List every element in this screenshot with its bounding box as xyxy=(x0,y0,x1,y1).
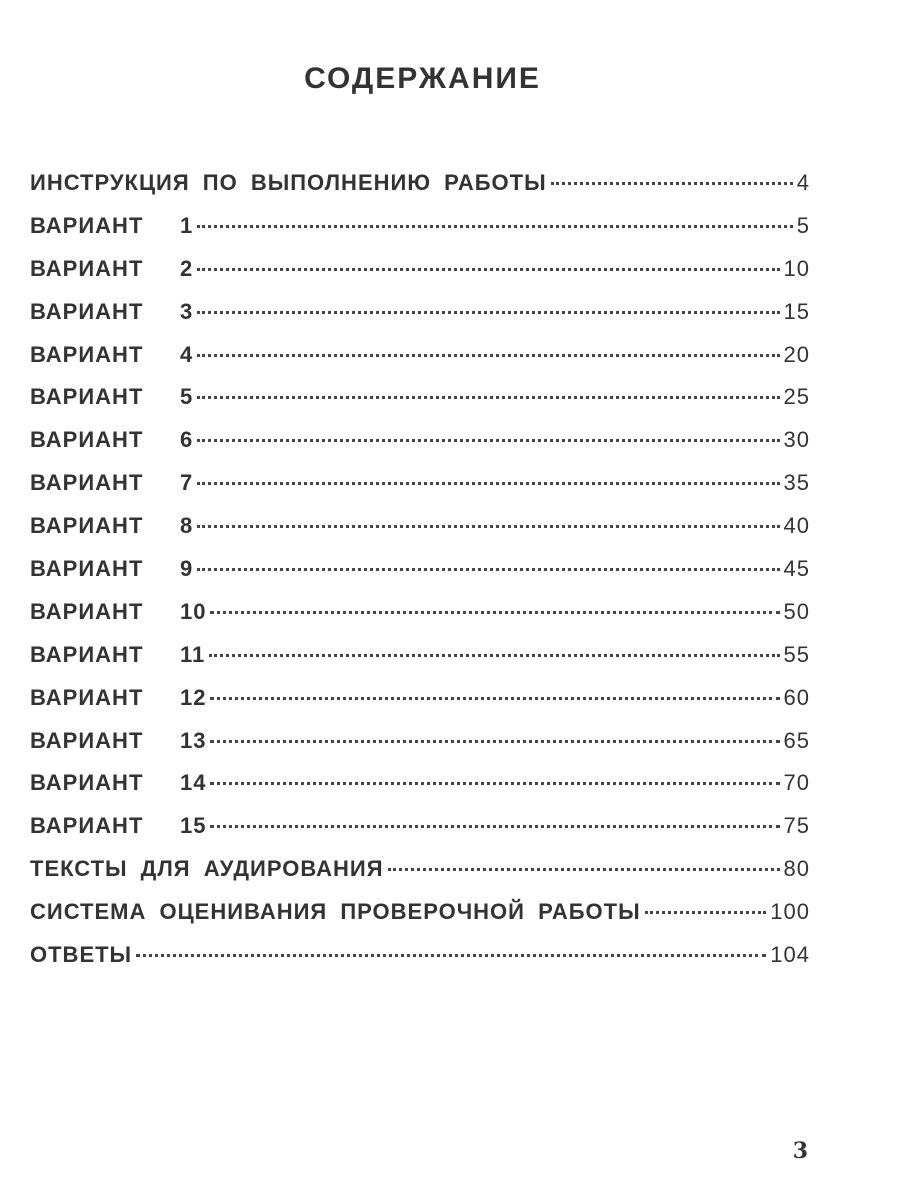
toc-entry-label xyxy=(30,342,193,368)
toc-entry-page: 20 xyxy=(783,341,810,367)
dot-leader xyxy=(210,740,779,743)
toc-entry-label xyxy=(30,384,193,410)
toc-entry-variant xyxy=(30,728,810,771)
dot-leader xyxy=(210,611,779,614)
toc-entry-page: 55 xyxy=(783,641,810,667)
variant-word: ВАРИАНТ xyxy=(30,427,144,453)
variant-word: ВАРИАНТ xyxy=(30,813,144,839)
dot-leader xyxy=(210,782,779,785)
variant-word: ВАРИАНТ xyxy=(30,212,144,238)
toc-entry-page: 60 xyxy=(783,684,810,710)
toc-entry-label xyxy=(30,556,193,582)
toc-entry-label xyxy=(30,813,206,839)
toc-entry-variant xyxy=(30,770,810,813)
toc-entry-label xyxy=(30,256,193,282)
dot-leader xyxy=(197,482,779,485)
toc-entry-page: 45 xyxy=(783,556,810,582)
dot-leader xyxy=(136,954,766,957)
toc-entry-variant xyxy=(30,384,810,427)
variant-number: 6 xyxy=(180,427,194,453)
variant-word: ВАРИАНТ xyxy=(30,470,144,496)
variant-number: 8 xyxy=(180,513,194,539)
toc-entry-variant xyxy=(30,599,810,642)
toc-entry-variant xyxy=(30,427,810,470)
toc-entry-page: 80 xyxy=(783,856,810,882)
toc-entry-variant xyxy=(30,513,810,556)
variant-word: ВАРИАНТ xyxy=(30,384,144,410)
variant-number: 11 xyxy=(180,641,206,667)
toc-entry-variant xyxy=(30,642,810,685)
toc-entry-grading-system xyxy=(30,899,810,942)
toc-entry-label xyxy=(30,728,206,754)
toc-entry-label xyxy=(30,513,193,539)
toc-entry-label: ИНСТРУКЦИЯ ПО ВЫПОЛНЕНИЮ РАБОТЫ xyxy=(30,170,547,195)
toc-entry-label: ОТВЕТЫ xyxy=(30,942,133,968)
toc-entry-page: 30 xyxy=(783,427,810,453)
dot-leader xyxy=(197,268,779,271)
variant-word: ВАРИАНТ xyxy=(30,770,144,796)
toc-entry-page: 10 xyxy=(783,255,810,281)
toc-entry-label xyxy=(30,213,193,239)
variant-word: ВАРИАНТ xyxy=(30,556,144,582)
variant-number: 10 xyxy=(180,598,207,624)
dot-leader xyxy=(197,525,779,528)
variant-number: 3 xyxy=(180,298,194,324)
toc-entry-variant xyxy=(30,342,810,385)
page-number: 3 xyxy=(792,1138,808,1164)
dot-leader xyxy=(197,568,779,571)
toc-entry-variant xyxy=(30,685,810,728)
dot-leader xyxy=(197,439,779,442)
toc-entry-instructions xyxy=(30,170,810,213)
variant-word: ВАРИАНТ xyxy=(30,641,144,667)
toc-entry-variant xyxy=(30,813,810,856)
toc-entry-variant xyxy=(30,299,810,342)
toc-entry-label xyxy=(30,470,193,496)
variant-number: 12 xyxy=(180,684,207,710)
toc-entry-page: 100 xyxy=(770,899,810,925)
dot-leader xyxy=(210,825,779,828)
toc-entry-page: 4 xyxy=(796,170,810,195)
variant-number: 5 xyxy=(180,384,194,410)
toc-entry-page: 5 xyxy=(796,212,810,238)
variant-word: ВАРИАНТ xyxy=(30,598,144,624)
toc-entry-variant xyxy=(30,556,810,599)
variant-number: 4 xyxy=(180,341,194,367)
toc-entry-page: 75 xyxy=(783,813,810,839)
variant-word: ВАРИАНТ xyxy=(30,341,144,367)
toc-entry-label xyxy=(30,770,206,796)
toc-entry-page: 25 xyxy=(783,384,810,410)
dot-leader xyxy=(645,911,767,914)
dot-leader xyxy=(551,182,793,185)
toc-entry-variant xyxy=(30,256,810,299)
variant-number: 1 xyxy=(180,212,194,238)
toc-entry-page: 15 xyxy=(783,298,810,324)
toc-entry-label xyxy=(30,685,206,711)
toc-entry-variant xyxy=(30,470,810,513)
page-title: СОДЕРЖАНИЕ xyxy=(304,62,541,95)
toc-entry-answers xyxy=(30,942,810,985)
toc-entry-label xyxy=(30,599,206,625)
dot-leader xyxy=(197,311,779,314)
dot-leader xyxy=(197,225,793,228)
dot-leader xyxy=(209,654,779,657)
variant-word: ВАРИАНТ xyxy=(30,684,144,710)
toc-entry-label: ТЕКСТЫ ДЛЯ АУДИРОВАНИЯ xyxy=(30,856,384,882)
variant-number: 13 xyxy=(180,727,207,753)
toc-entry-page: 50 xyxy=(783,598,810,624)
dot-leader xyxy=(388,868,780,871)
variant-word: ВАРИАНТ xyxy=(30,298,144,324)
variant-word: ВАРИАНТ xyxy=(30,513,144,539)
variant-number: 7 xyxy=(180,470,194,496)
toc-entry-page: 70 xyxy=(783,770,810,796)
toc-entry-listening-texts xyxy=(30,856,810,899)
table-of-contents xyxy=(30,170,810,985)
variant-word: ВАРИАНТ xyxy=(30,727,144,753)
variant-number: 14 xyxy=(180,770,207,796)
toc-entry-page: 40 xyxy=(783,513,810,539)
dot-leader xyxy=(197,396,779,399)
variant-word: ВАРИАНТ xyxy=(30,255,144,281)
toc-entry-page: 104 xyxy=(770,942,810,968)
variant-number: 9 xyxy=(180,556,194,582)
toc-entry-label xyxy=(30,427,193,453)
dot-leader xyxy=(210,697,779,700)
dot-leader xyxy=(197,354,779,357)
toc-entry-label: СИСТЕМА ОЦЕНИВАНИЯ ПРОВЕРОЧНОЙ РАБОТЫ xyxy=(30,899,641,925)
toc-entry-variant xyxy=(30,213,810,256)
toc-entry-page: 65 xyxy=(783,727,810,753)
toc-entry-page: 35 xyxy=(783,470,810,496)
toc-entry-label xyxy=(30,299,193,325)
variant-number: 15 xyxy=(180,813,207,839)
toc-entry-label xyxy=(30,642,205,668)
variant-number: 2 xyxy=(180,255,194,281)
